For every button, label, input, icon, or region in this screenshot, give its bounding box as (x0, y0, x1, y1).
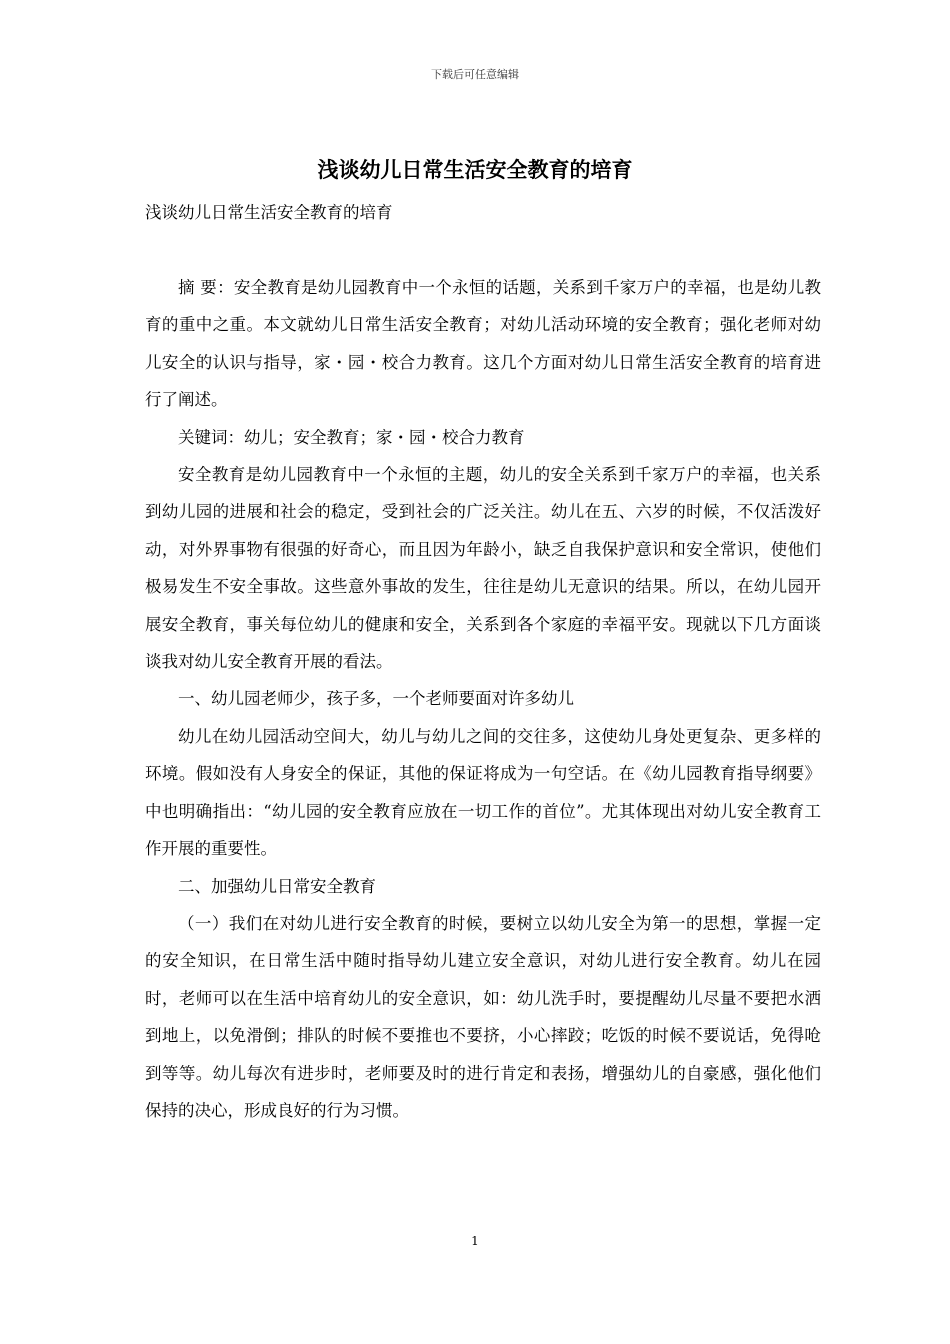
section-2-paragraph: （一）我们在对幼儿进行安全教育的时候，要树立以幼儿安全为第一的思想，掌握一定的安全知识，在日常生活中随时指导幼儿建立安全意识，对幼儿进行安全教育。幼儿在园时，老师可以在生活中培育幼儿的安全意识，如：幼儿洗手时，要提醒幼儿尽量不要把水洒到地上，以免滑倒；排队的时候不要推也不要挤，小心摔跤；吃饭的时候不要说话，免得呛到等等。幼儿每次有进步时，老师要及时的进行肯定和表扬，增强幼儿的自豪感，强化他们保持的决心，形成良好的行为习惯。 (145, 913, 821, 1120)
section-heading-2: 二、加强幼儿日常安全教育 (178, 876, 376, 896)
document-title: 浅谈幼儿日常生活安全教育的培育 (317, 157, 633, 182)
page-number: 1 (471, 1234, 479, 1248)
header-note: 下载后可任意编辑 (431, 68, 519, 81)
section-1-paragraph: 幼儿在幼儿园活动空间大，幼儿与幼儿之间的交往多，这使幼儿身处更复杂、更多样的环境。假如没有人身安全的保证，其他的保证将成为一句空话。在《幼儿园教育指导纲要》中也明确指出：“幼儿园的安全教育应放在一切工作的首位”。尤其体现出对幼儿安全教育工作开展的重要性。 (145, 726, 821, 859)
section-heading-1: 一、幼儿园老师少，孩子多，一个老师要面对许多幼儿 (178, 689, 574, 709)
intro-paragraph: 安全教育是幼儿园教育中一个永恒的主题，幼儿的安全关系到千家万户的幸福，也关系到幼儿园的进展和社会的稳定，受到社会的广泛关注。幼儿在五、六岁的时候，不仅活泼好动，对外界事物有很强的好奇心，而且因为年龄小，缺乏自我保护意识和安全常识，使他们极易发生不安全事故。这些意外事故的发生，往往是幼儿无意识的结果。所以，在幼儿园开展安全教育，事关每位幼儿的健康和安全，关系到各个家庭的幸福平安。现就以下几方面谈谈我对幼儿安全教育开展的看法。 (145, 465, 821, 672)
abstract-paragraph: 摘 要：安全教育是幼儿园教育中一个永恒的话题，关系到千家万户的幸福，也是幼儿教育的重中之重。本文就幼儿日常生活安全教育；对幼儿活动环境的安全教育；强化老师对幼儿安全的认识与指导，家・园・校合力教育。这几个方面对幼儿日常生活安全教育的培育进行了阐述。 (145, 278, 821, 410)
keywords-paragraph: 关键词：幼儿；安全教育；家・园・校合力教育 (178, 427, 525, 447)
document-body (145, 269, 821, 1129)
document-subtitle: 浅谈幼儿日常生活安全教育的培育 (145, 203, 393, 222)
